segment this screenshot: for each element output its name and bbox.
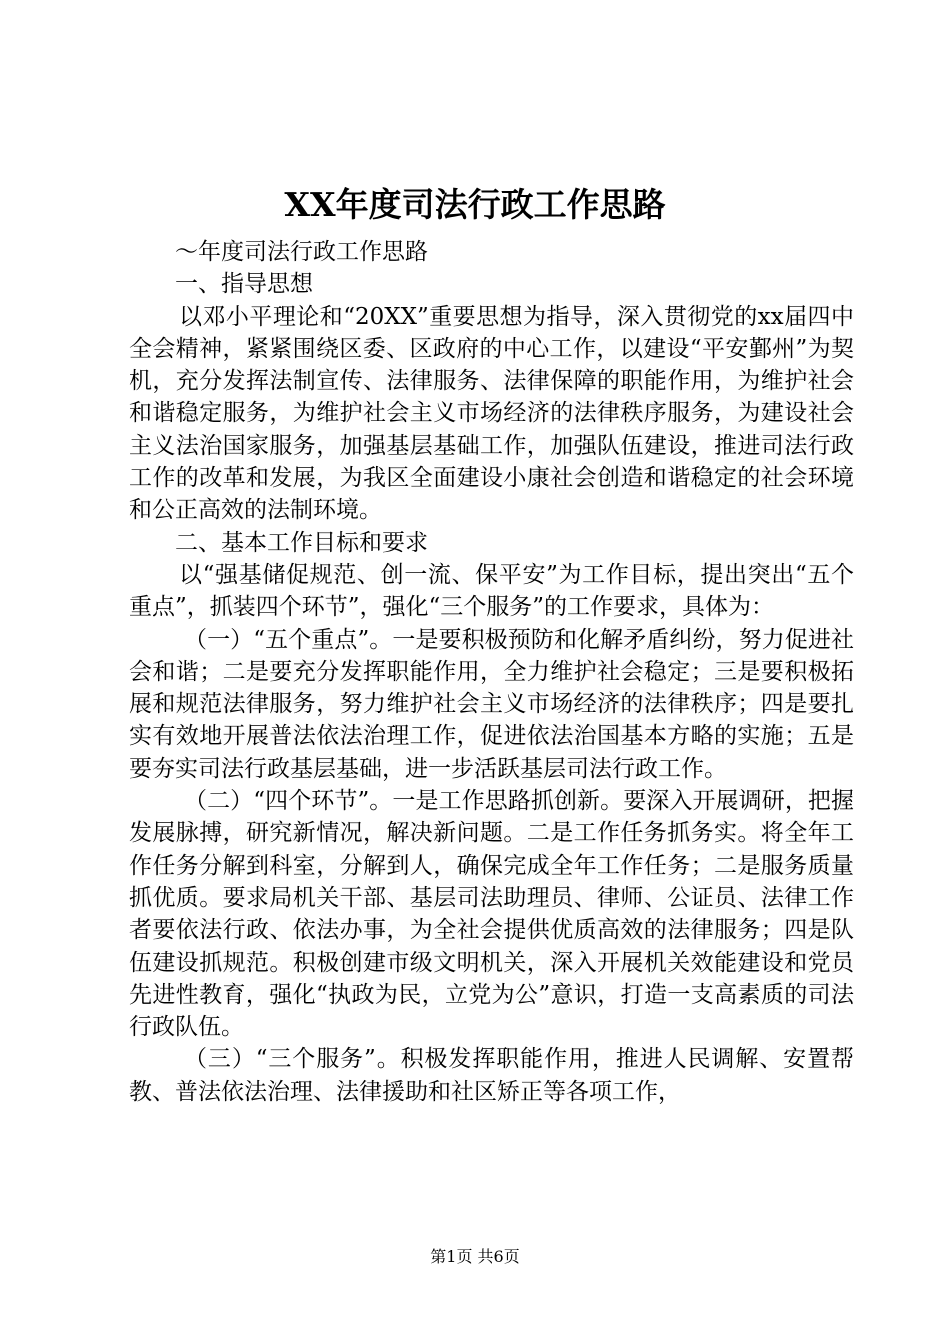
paragraph: （二）“四个环节”。一是工作思路抓创新。要深入开展调研，把握发展脉搏，研究新情况，解决新问题。二是工作任务抓务实。将全年工作任务分解到科室，分解到人，确保完成全年工作任务；二是服务质量抓优质。要求局机关干部、基层司法助理员、律师、公证员、法律工作者要依法行政、依法办事，为全社会提供优质高效的法律服务；四是队伍建设抓规范。积极创建市级文明机关，深入开展机关效能建设和党员先进性教育，强化“执政为民，立党为公”意识，打造一支高素质的司法行政队伍。	[129, 788, 854, 1041]
paragraph: （三）“三个服务”。积极发挥职能作用，推进人民调解、安置帮教、普法依法治理、法律援助和社区矫正等各项工作，	[129, 1046, 854, 1105]
paragraph: 二、基本工作目标和要求	[175, 529, 428, 556]
document-title: XX年度司法行政工作思路	[284, 185, 666, 224]
paragraph: 一、指导思想	[175, 271, 313, 298]
paragraph: 以“强基储促规范、创一流、保平安”为工作目标，提出突出“五个重点”，抓装四个环节”，强化“三个服务”的工作要求，具体为：	[129, 561, 854, 621]
page-footer: 第1页 共6页	[430, 1247, 520, 1266]
document-body	[129, 236, 854, 1108]
paragraph: ～年度司法行政工作思路	[175, 239, 428, 265]
paragraph: 以邓小平理论和“20XX”重要思想为指导，深入贯彻党的xx届四中全会精神，紧紧围绕区委、区政府的中心工作，以建设“平安鄞州”为契机，充分发挥法制宣传、法律服务、法律保障的职能作用，为维护社会和谐稳定服务，为维护社会主义市场经济的法律秩序服务，为建设社会主义法治国家服务，加强基层基础工作，加强队伍建设，推进司法行政工作的改革和发展，为我区全面建设小康社会创造和谐稳定的社会环境和公正高效的法制环境。	[129, 303, 854, 524]
paragraph: （一）“五个重点”。一是要积极预防和化解矛盾纠纷，努力促进社会和谐；二是要充分发挥职能作用，全力维护社会稳定；三是要积极拓展和规范法律服务，努力维护社会主义市场经济的法律秩序；四是要扎实有效地开展普法依法治理工作，促进依法治国基本方略的实施；五是要夯实司法行政基层基础，进一步活跃基层司法行政工作。	[129, 626, 854, 782]
